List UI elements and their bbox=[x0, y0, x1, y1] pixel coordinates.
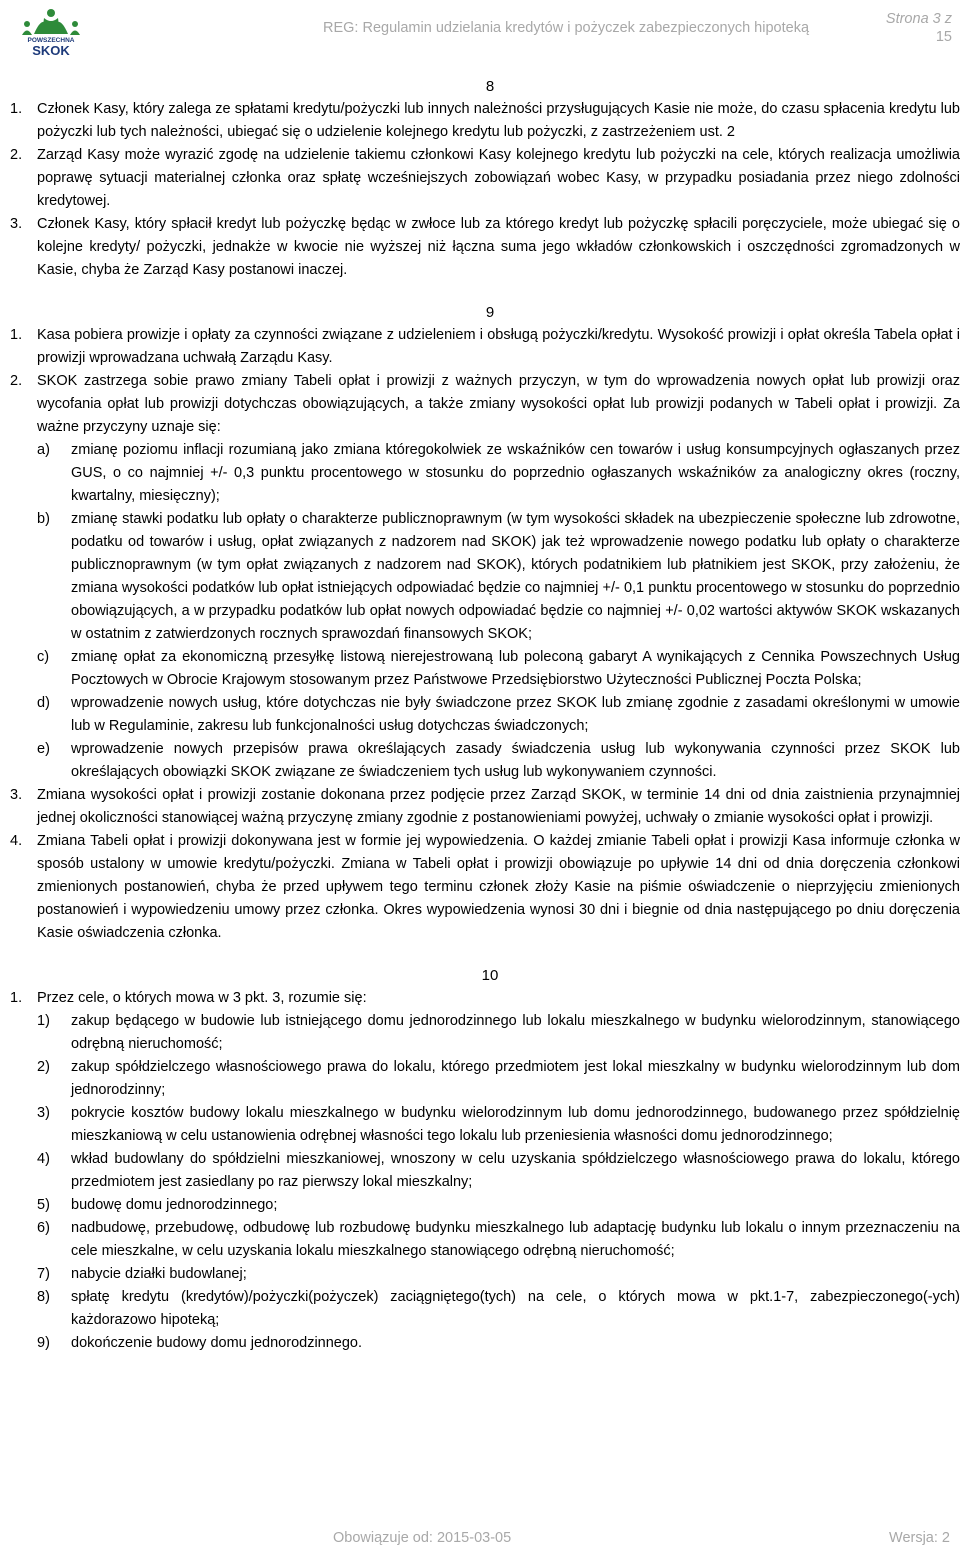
sub-item-marker: c) bbox=[37, 649, 50, 665]
sub-item-marker: 5) bbox=[37, 1197, 50, 1213]
sub-item-text: wprowadzenie nowych usług, które dotychczas nie były świadczone przez SKOK lub zmianę zgodnie z zasadami określonymi w umowie lub w Regulaminie, zakresu lub funkcjonalności usług dotychczas świadczonych; bbox=[71, 695, 960, 734]
item-text: Kasa pobiera prowizje i opłaty za czynności związane z udzieleniem i obsługą pożyczki/kredytu. Wysokość prowizji i opłat określa Tabela opłat i prowizji wprowadzana uchwałą Zarządu Kasy. bbox=[37, 327, 960, 366]
sub-item-marker: 8) bbox=[37, 1289, 50, 1305]
list-item bbox=[10, 830, 960, 945]
sub-item-marker: 1) bbox=[37, 1013, 50, 1029]
sub-item bbox=[10, 1263, 960, 1286]
item-number: 1. bbox=[10, 101, 23, 117]
section-8 bbox=[10, 76, 960, 282]
item-number: 3. bbox=[10, 216, 23, 232]
sub-item bbox=[10, 1194, 960, 1217]
list-item bbox=[10, 98, 960, 144]
skok-logo bbox=[14, 4, 88, 56]
list-item bbox=[10, 370, 960, 439]
item-text: Przez cele, o których mowa w 3 pkt. 3, rozumie się: bbox=[37, 990, 367, 1006]
list-item bbox=[10, 324, 960, 370]
sub-item-text: nadbudowę, przebudowę, odbudowę lub rozbudowę budynku mieszkalnego lub adaptację budynku lub lokalu o innym przeznaczeniu na cele mieszkalne, w celu uzyskania lokalu mieszkalnego stanowiącego odrębną nieruchomość; bbox=[71, 1220, 960, 1259]
sub-item-marker: b) bbox=[37, 511, 50, 527]
item-text: Członek Kasy, który spłacił kredyt lub pożyczkę będąc w zwłoce lub za którego kredyt lub pożyczkę spłacili poręczyciele, może ubiegać się o kolejne kredyty/ pożyczki, jednakże w kwocie nie wyższej niż łączna suma jego wkładów członkowskich i oszczędności zgromadzonych w Kasie, chyba że Zarząd Kasy postanowi inaczej. bbox=[37, 216, 960, 278]
sub-item-marker: 9) bbox=[37, 1335, 50, 1351]
list-item bbox=[10, 784, 960, 830]
page-number bbox=[886, 10, 952, 46]
sub-item-marker: 6) bbox=[37, 1220, 50, 1236]
sub-item bbox=[10, 1056, 960, 1102]
sub-item-text: nabycie działki budowlanej; bbox=[71, 1266, 247, 1282]
list-item bbox=[10, 144, 960, 213]
sub-item-text: zmianę poziomu inflacji rozumianą jako zmiana któregokolwiek ze wskaźników cen towarów i usług konsumpcyjnych ogłaszanych przez GUS, o co najmniej +/- 0,3 punktu procentowego w stosunku do poprzednio ogłaszanych wskaźników za analogiczny okres (roczny, kwartalny, miesięczny); bbox=[71, 442, 960, 504]
sub-item bbox=[10, 1102, 960, 1148]
sub-item bbox=[10, 439, 960, 508]
page-header bbox=[0, 0, 960, 58]
sub-item-text: zakup spółdzielczego własnościowego prawa do lokalu, którego przedmiotem jest lokal mieszkalny w budynku wielorodzinnym lub dom jednorodzinny; bbox=[71, 1059, 960, 1098]
sub-item-text: zmianę opłat za ekonomiczną przesyłkę listową nierejestrowaną lub poleconą gabaryt A wynikających z Cennika Powszechnych Usług Pocztowych w Obrocie Krajowym stosowanym przez Państwowe Przedsiębiorstwo Użyteczności Publicznej Poczta Polska; bbox=[71, 649, 960, 688]
sub-item-marker: 4) bbox=[37, 1151, 50, 1167]
section-9 bbox=[10, 302, 960, 945]
logo-top-text: POWSZECHNA bbox=[27, 37, 75, 44]
section-heading: 9 bbox=[485, 304, 495, 321]
logo-bottom-text: SKOK bbox=[32, 43, 70, 56]
item-text: Zmiana wysokości opłat i prowizji zostanie dokonana przez podjęcie przez Zarząd SKOK, w terminie 14 dni od dnia zaistnienia przynajmniej jednej okoliczności stanowiącej ważną przyczynę zmiany zgodnie z postanowieniami powyżej, uchwały o zmianie wysokości opłat i prowizji. bbox=[37, 787, 960, 826]
section-heading: 8 bbox=[485, 78, 495, 95]
item-number: 1. bbox=[10, 990, 23, 1006]
sub-item bbox=[10, 738, 960, 784]
sub-item-marker: 7) bbox=[37, 1266, 50, 1282]
effective-date: Obowiązuje od: 2015-03-05 bbox=[333, 1530, 512, 1546]
version-label: Wersja: 2 bbox=[889, 1530, 950, 1546]
item-number: 2. bbox=[10, 373, 23, 389]
sub-item-marker: a) bbox=[37, 442, 50, 458]
item-number: 1. bbox=[10, 327, 23, 343]
sub-item-text: spłatę kredytu (kredytów)/pożyczki(pożyczek) zaciągniętego(tych) na cele, o których mowa w pkt.1-7, zabezpieczonego(-ych) każdorazowo hipoteką; bbox=[71, 1289, 960, 1328]
item-number: 3. bbox=[10, 787, 23, 803]
sub-item-marker: d) bbox=[37, 695, 50, 711]
sub-item-text: wprowadzenie nowych przepisów prawa określających zasady świadczenia usług lub wykonywania czynności przez SKOK lub określających obowiązki SKOK związane ze świadczeniem tych usług lub wykonywaniem czynności. bbox=[71, 741, 960, 780]
sub-item bbox=[10, 1217, 960, 1263]
item-text: Zmiana Tabeli opłat i prowizji dokonywana jest w formie jej wypowiedzenia. O każdej zmianie Tabeli opłat i prowizji Kasa informuje członka w sposób ustalony w umowie kredytu/pożyczki. Zmiana w Tabeli opłat i prowizji obowiązuje po upływie 14 dni od dnia doręczenia członkowi zmienionych postanowień, chyba że przed upływem tego terminu członek złoży Kasie na piśmie oświadczenie o nieprzyjęciu zmienionych postanowień i wypowiedzeniu umowy przez członka. Okres wypowiedzenia wynosi 30 dni i biegnie od dnia następującego po dniu doręczenia Kasie oświadczenia członka. bbox=[37, 833, 960, 941]
sub-item bbox=[10, 1010, 960, 1056]
page-total: 15 bbox=[935, 29, 952, 45]
item-text: Zarząd Kasy może wyrazić zgodę na udzielenie takiemu członkowi Kasy kolejnego kredytu lub pożyczki na cele, których realizacja umożliwia poprawę sytuacji materialnej członka oraz spłatę wcześniejszych zobowiązań wobec Kasy, w przypadku posiadania przez niego zdolności kredytowej. bbox=[37, 147, 960, 209]
sub-item bbox=[10, 646, 960, 692]
item-text: Członek Kasy, który zalega ze spłatami kredytu/pożyczki lub innych należności przysługujących Kasie nie może, do czasu spłacenia kredytu lub pożyczki lub tych należności, ubiegać się o udzielenie kolejnego kredytu lub pożyczki, z zastrzeżeniem ust. 2 bbox=[37, 101, 960, 140]
list-item bbox=[10, 213, 960, 282]
document-body bbox=[10, 76, 960, 1355]
sub-item-text: zmianę stawki podatku lub opłaty o charakterze publicznoprawnym (w tym wysokości składek na ubezpieczenie społeczne lub zdrowotne, podatku od towarów i usług, opłat związanych z nadzorem nad SKOK) jak też wprowadzenie nowego podatku lub opłaty o charakterze publicznoprawnym (w tym opłat związanych z nadzorem nad SKOK), których podatnikiem lub płatnikiem jest SKOK, przy założeniu, że zmiana wysokości podatków lub opłat istniejących odpowiadać będzie co najmniej +/- 0,1 punktu procentowego w stosunku do poprzednio obowiązujących, a w przypadku podatków lub opłat nowych odpowiadać będzie co najmniej +/- 0,02 wartości aktywów SKOK wskazanych w ostatnim z zatwierdzonych rocznych sprawozdań finansowych SKOK; bbox=[71, 511, 960, 642]
document-title: REG: Regulamin udzielania kredytów i pożyczek zabezpieczonych hipoteką bbox=[323, 20, 810, 36]
sub-item-marker: 2) bbox=[37, 1059, 50, 1075]
sub-item-text: wkład budowlany do spółdzielni mieszkaniowej, wnoszony w celu uzyskania spółdzielczego własnościowego prawa do lokalu, którego przedmiotem jest zasiedlany po raz pierwszy lokal mieszkalny; bbox=[71, 1151, 960, 1190]
sub-item-text: dokończenie budowy domu jednorodzinnego. bbox=[71, 1335, 363, 1351]
page-label: Strona 3 z bbox=[885, 11, 952, 27]
item-number: 2. bbox=[10, 147, 23, 163]
item-text: SKOK zastrzega sobie prawo zmiany Tabeli opłat i prowizji z ważnych przyczyn, w tym do wprowadzenia nowych opłat lub prowizji oraz wycofania opłat lub prowizji dotychczas obowiązujących, a także zmiany wysokości opłat lub prowizji podanych w Tabeli opłat i prowizji. Za ważne przyczyny uznaje się: bbox=[37, 373, 960, 435]
sub-item bbox=[10, 1148, 960, 1194]
sub-item bbox=[10, 692, 960, 738]
section-heading: 10 bbox=[481, 967, 499, 984]
sub-item-text: pokrycie kosztów budowy lokalu mieszkalnego w budynku wielorodzinnym lub domu jednorodzinnego, budowanego przez spółdzielnię mieszkaniową w celu ustanowienia odrębnej własności tego lokalu lub przeniesienia własności domu jednorodzinnego; bbox=[71, 1105, 960, 1144]
item-number: 4. bbox=[10, 833, 23, 849]
sub-item-marker: e) bbox=[37, 741, 50, 757]
sub-item-text: budowę domu jednorodzinnego; bbox=[71, 1197, 278, 1213]
section-10 bbox=[10, 965, 960, 1355]
sub-item bbox=[10, 508, 960, 646]
sub-item-text: zakup będącego w budowie lub istniejącego domu jednorodzinnego lub lokalu mieszkalnego w budynku wielorodzinnym, stanowiącego odrębną nieruchomość; bbox=[71, 1013, 960, 1052]
sub-item bbox=[10, 1332, 960, 1355]
sub-item-marker: 3) bbox=[37, 1105, 50, 1121]
list-item bbox=[10, 987, 960, 1010]
sub-item bbox=[10, 1286, 960, 1332]
